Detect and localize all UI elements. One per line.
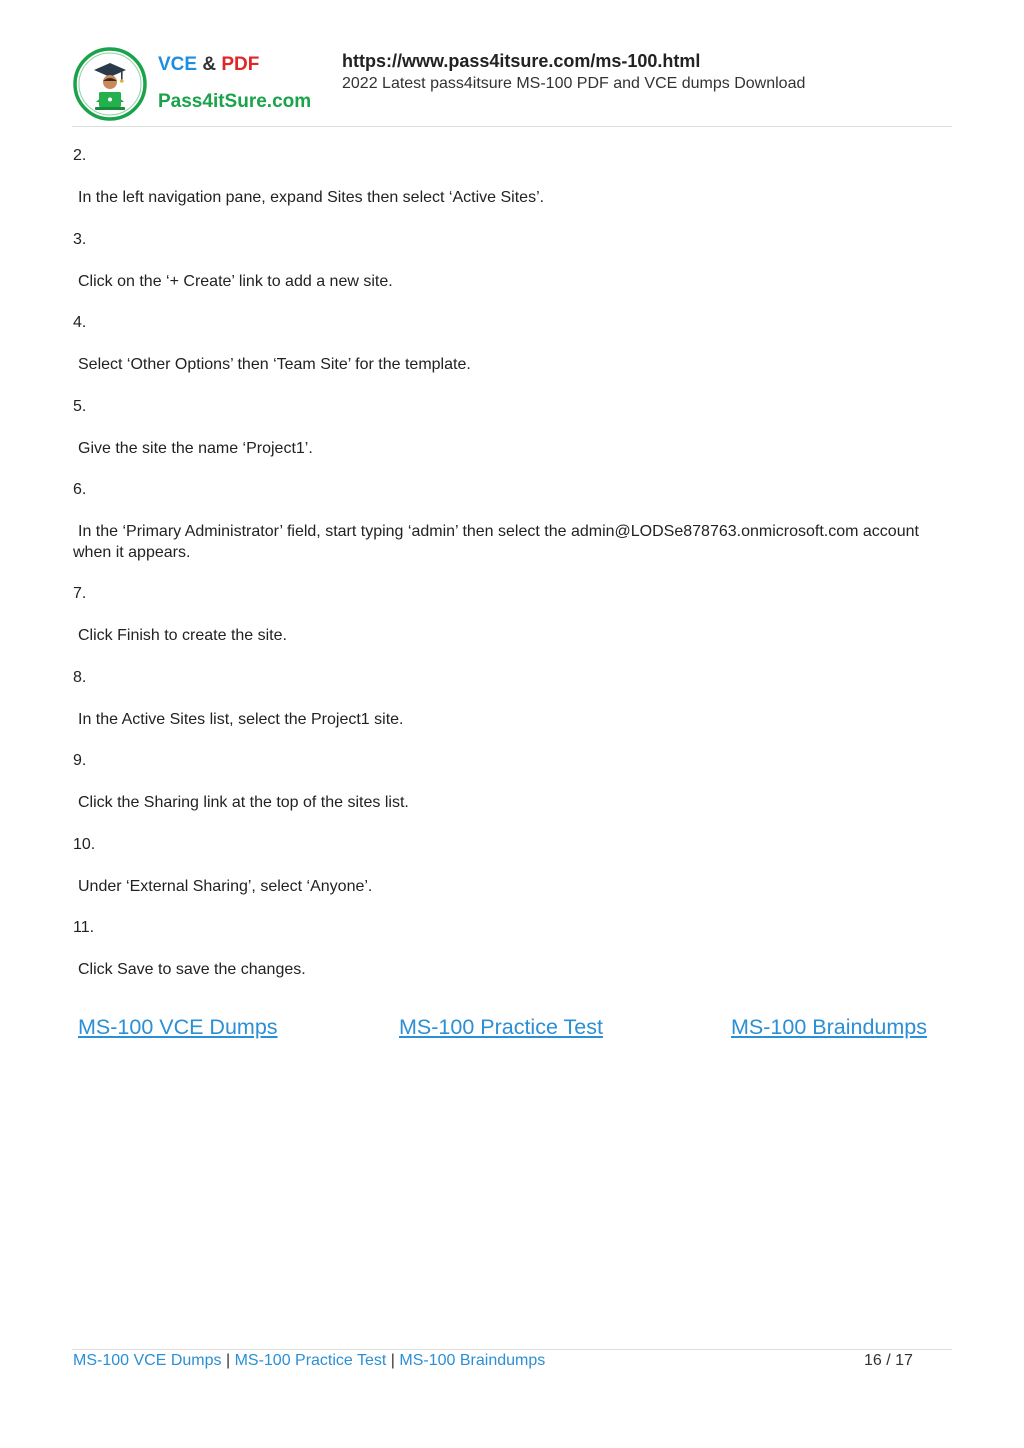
step-number: 5.	[73, 397, 87, 415]
step-text: Click on the ‘+ Create’ link to add a new site.	[78, 272, 393, 290]
page-header	[72, 44, 952, 126]
footer-vce-dumps-link[interactable]: MS-100 VCE Dumps	[73, 1352, 222, 1369]
step-list	[73, 146, 933, 1002]
pass4itsure-logo[interactable]	[72, 44, 316, 124]
header-subtitle: 2022 Latest pass4itsure MS-100 PDF and VCE dumps Download	[342, 75, 806, 92]
footer-separator: |	[390, 1352, 395, 1369]
step-text: Click Save to save the changes.	[78, 961, 306, 978]
step-number: 4.	[73, 314, 87, 331]
step-text: In the left navigation pane, expand Sites then select ‘Active Sites’.	[78, 189, 545, 206]
step-text: In the Active Sites list, select the Project1 site.	[78, 710, 404, 728]
step-number: 3.	[73, 230, 87, 248]
footer-divider	[72, 1349, 952, 1350]
logo-vce-pdf-text: VCE & PDF	[158, 54, 260, 75]
footer-braindumps-link[interactable]: MS-100 Braindumps	[399, 1352, 546, 1369]
header-url[interactable]: https://www.pass4itsure.com/ms-100.html	[342, 51, 701, 71]
student-laptop-icon	[72, 46, 152, 126]
header-divider	[72, 126, 952, 127]
step-text: Under ‘External Sharing’, select ‘Anyone’.	[78, 877, 373, 895]
braindumps-link[interactable]: MS-100 Braindumps	[731, 1015, 927, 1039]
step-text: Give the site the name ‘Project1’.	[78, 439, 313, 457]
step-number: 7.	[73, 585, 87, 602]
step-text: Click the Sharing link at the top of the sites list.	[78, 794, 409, 811]
step-number: 8.	[73, 668, 87, 686]
step-number: 6.	[73, 481, 87, 498]
vce-dumps-link[interactable]: MS-100 VCE Dumps	[78, 1015, 278, 1039]
page-footer	[73, 1352, 545, 1370]
step-number: 9.	[73, 752, 87, 769]
practice-test-link[interactable]: MS-100 Practice Test	[399, 1015, 603, 1039]
footer-separator: |	[225, 1352, 231, 1369]
logo-site-name: Pass4itSure.com	[158, 91, 312, 112]
step-text: Select ‘Other Options’ then ‘Team Site’ for the template.	[78, 356, 471, 373]
footer-practice-test-link[interactable]: MS-100 Practice Test	[234, 1352, 387, 1369]
step-text: In the ‘Primary Administrator’ field, start typing ‘admin’ then select the admin@LODSe878763.onmicrosoft.com account when it appears.	[73, 523, 919, 561]
step-number: 11.	[73, 919, 95, 936]
header-info	[342, 50, 805, 95]
page-number: 16 / 17	[864, 1352, 913, 1369]
step-number: 10.	[73, 835, 96, 853]
step-number: 2.	[73, 147, 87, 164]
step-text: Click Finish to create the site.	[78, 627, 287, 644]
